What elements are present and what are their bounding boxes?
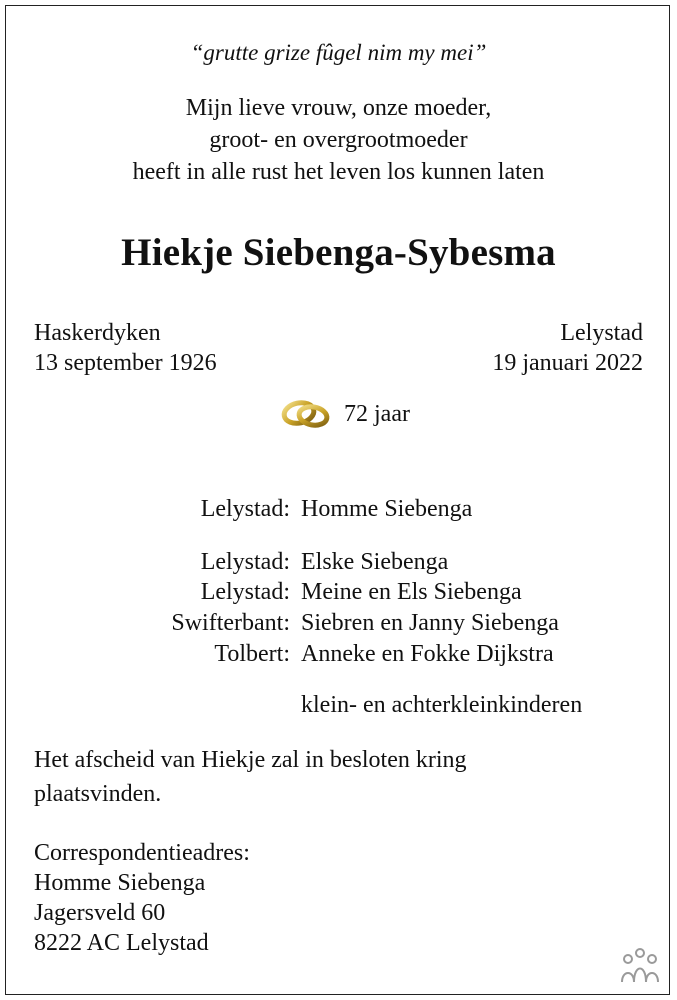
motto: “grutte grize fûgel nim my mei” xyxy=(190,40,487,65)
intro-line: groot- en overgrootmoeder xyxy=(209,127,468,153)
birth-info xyxy=(34,318,217,378)
farewell-line: plaatsvinden. xyxy=(34,781,162,807)
family-row xyxy=(0,547,677,577)
family-location: Lelystad: xyxy=(200,496,290,522)
family-names: Meine en Els Siebenga xyxy=(301,579,522,605)
correspondence-street: Jagersveld 60 xyxy=(34,900,166,926)
deceased-name: Hiekje Siebenga-Sybesma xyxy=(121,231,556,274)
grandchildren: klein- en achterkleinkinderen xyxy=(301,692,583,718)
farewell-line: Het afscheid van Hiekje zal in besloten kring xyxy=(34,747,467,773)
family-names: Anneke en Fokke Dijkstra xyxy=(301,641,554,667)
death-info xyxy=(492,318,643,378)
correspondence-city: 8222 AC Lelystad xyxy=(34,930,209,956)
family-location: Lelystad: xyxy=(200,579,290,605)
family-row xyxy=(0,494,677,524)
marriage-duration xyxy=(280,396,410,432)
family-names: Homme Siebenga xyxy=(301,496,473,522)
intro-line: Mijn lieve vrouw, onze moeder, xyxy=(185,95,492,121)
family-names: Elske Siebenga xyxy=(301,549,449,575)
family-names: Siebren en Janny Siebenga xyxy=(301,610,559,636)
intro-text xyxy=(0,92,677,188)
correspondence-label: Correspondentieadres: xyxy=(34,840,250,866)
farewell-text xyxy=(34,743,594,811)
death-place: Lelystad xyxy=(560,320,643,346)
birth-date: 13 september 1926 xyxy=(34,350,217,376)
intro-line: heeft in alle rust het leven los kunnen laten xyxy=(132,159,545,185)
birth-place: Haskerdyken xyxy=(34,320,161,346)
family-row xyxy=(0,577,677,607)
wedding-rings-icon xyxy=(280,396,332,432)
people-logo-icon xyxy=(617,946,663,986)
marriage-years: 72 jaar xyxy=(344,400,410,427)
family-location: Lelystad: xyxy=(200,549,290,575)
family-location: Swifterbant: xyxy=(171,610,290,636)
family-row xyxy=(0,608,677,638)
correspondence-address xyxy=(34,838,250,958)
correspondence-name: Homme Siebenga xyxy=(34,870,206,896)
death-date: 19 januari 2022 xyxy=(492,350,643,376)
family-location: Tolbert: xyxy=(214,641,290,667)
family-row xyxy=(0,639,677,669)
